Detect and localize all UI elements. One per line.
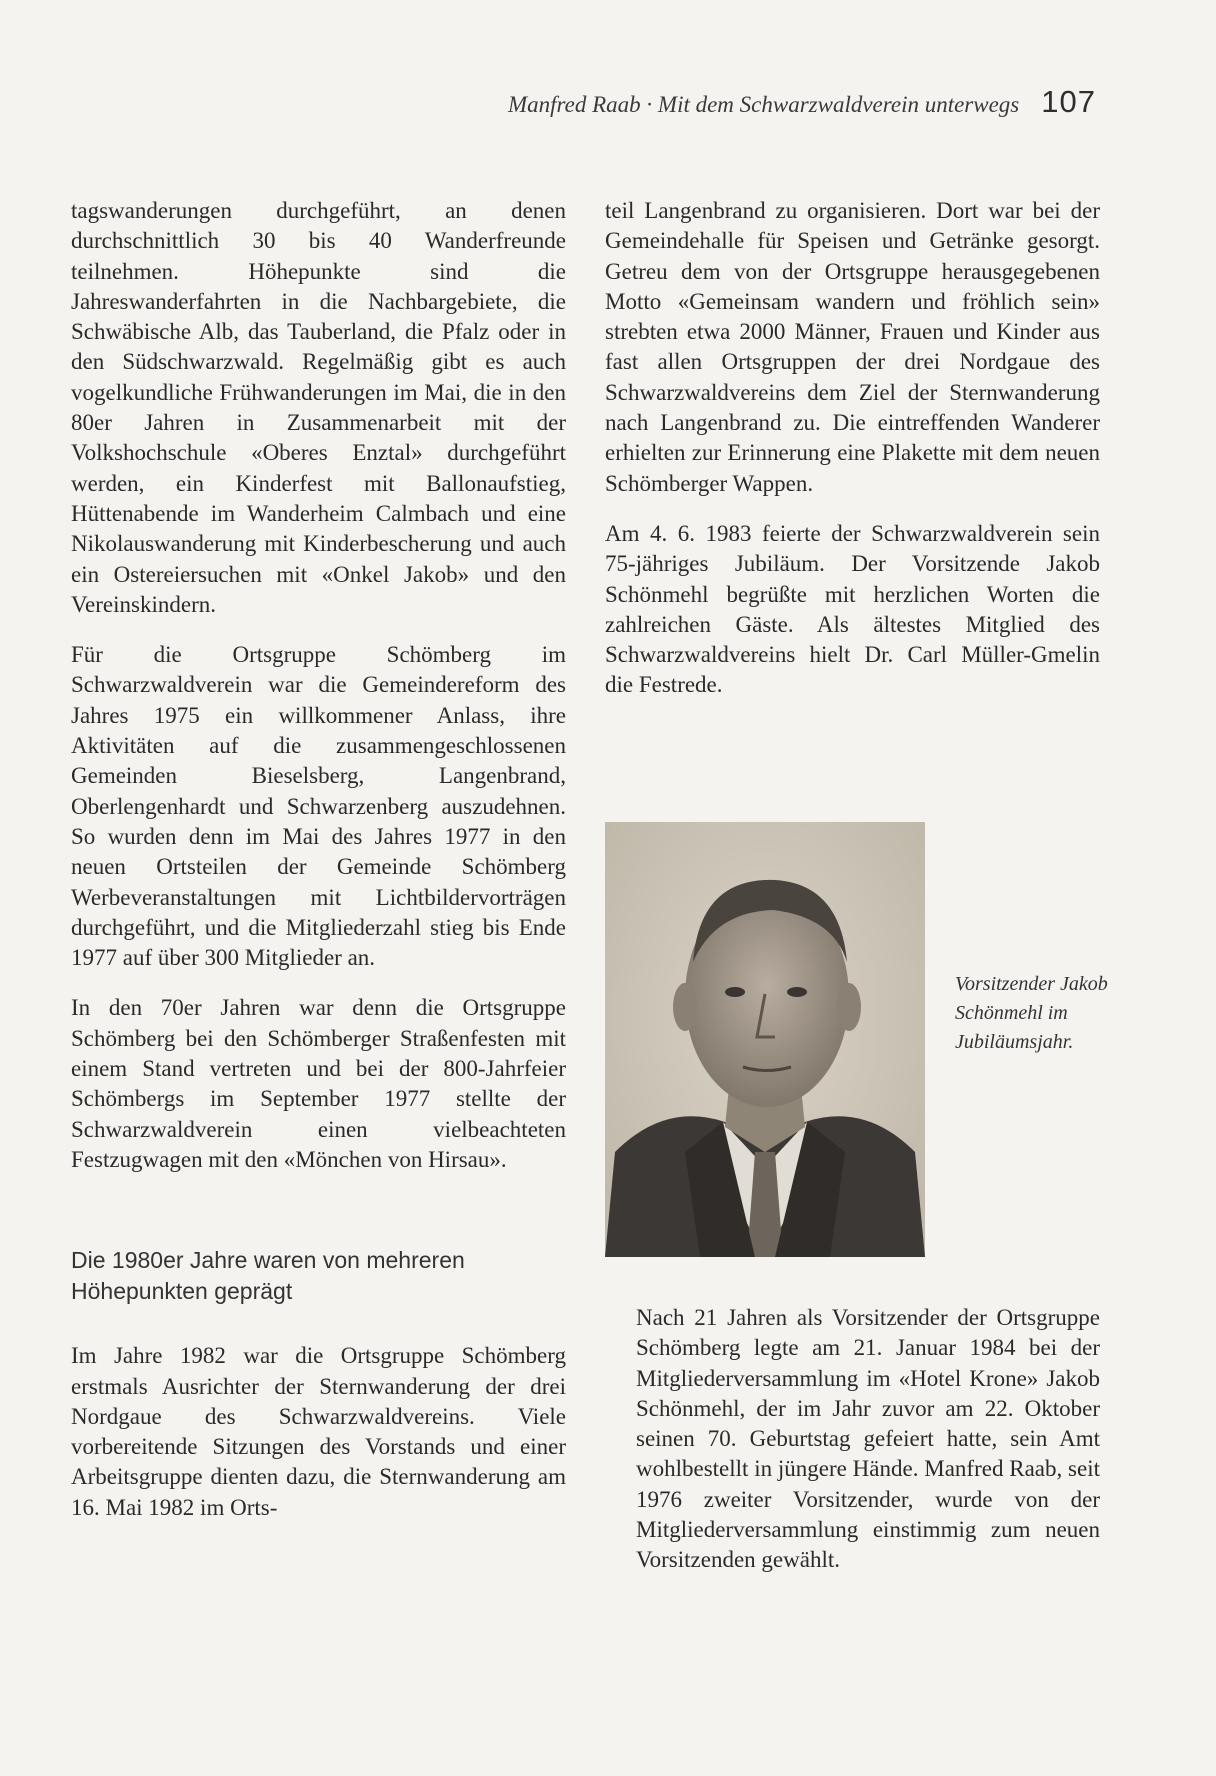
left-column xyxy=(71,196,566,1543)
paragraph: Am 4. 6. 1983 feierte der Schwarzwaldverein sein 75-jähriges Jubiläum. Der Vorsitzende Jakob Schönmehl begrüßte mit herzlichen Worten die zahlreichen Gäste. Als ältestes Mitglied des Schwarzwaldvereins hielt Dr. Carl Müller-Gmelin die Festrede. xyxy=(605,520,1100,698)
running-header xyxy=(508,84,1096,120)
paragraph: Im Jahre 1982 war die Ortsgruppe Schömberg erstmals Ausrichter der Sternwanderung der drei Nordgaue des Schwarzwaldvereins. Viele vorbereitende Sitzungen des Vorstands und einer Arbeitsgruppe dienten dazu, die Sternwanderung am 16. Mai 1982 im Orts- xyxy=(71,1343,566,1520)
paragraph: In den 70er Jahren war denn die Ortsgruppe Schömberg bei den Schömberger Straßenfesten mit einem Stand vertreten und bei der 800-Jahrfeier Schömbergs im September 1977 stellte der Schwarzwaldverein einen vielbeachteten Festzugwagen mit den «Mönchen von Hirsau». xyxy=(71,995,566,1172)
portrait-photo xyxy=(605,822,925,1257)
paragraph: teil Langenbrand zu organisieren. Dort war bei der Gemeindehalle für Speisen und Getränke gesorgt. Getreu dem von der Ortsgruppe herausgegebenen Motto «Gemeinsam wandern und fröhlich sein» strebten etwa 2000 Männer, Frauen und Kinder aus fast allen Ortsgruppen der drei Nordgaue des Schwarzwaldvereins dem Ziel der Sternwanderung nach Langenbrand zu. Die eintreffenden Wanderer erhielten zur Erinnerung eine Plakette mit dem neuen Schömberger Wappen. xyxy=(605,198,1100,496)
paragraph: Nach 21 Jahren als Vorsitzender der Ortsgruppe Schömberg legte am 21. Januar 1984 bei der Mitgliederversammlung im «Hotel Krone» Jakob Schönmehl, der im Jahr zuvor am 22. Oktober seinen 70. Geburtstag gefeiert hatte, sein Amt wohlbestellt in jüngere Hände. Manfred Raab, seit 1976 zweiter Vorsitzender, wurde von der Mitgliederversammlung einstimmig zum neuen Vorsitzenden gewählt. xyxy=(636,1305,1100,1573)
right-column xyxy=(605,196,1100,721)
page-number: 107 xyxy=(1041,84,1096,119)
paragraph: Für die Ortsgruppe Schömberg im Schwarzwaldverein war die Gemeindereform des Jahres 1975 ein willkommener Anlass, ihre Aktivitäten auf die zusammengeschlossenen Gemeinden Bieselsberg, Langenbrand, Oberlengenhardt und Schwarzenberg auszudehnen. So wurden denn im Mai des Jahres 1977 in den neuen Ortsteilen der Gemeinde Schömberg Werbeveranstaltungen mit Lichtbildervorträgen durchgeführt, und die Mitgliederzahl stieg bis Ende 1977 auf über 300 Mitglieder an. xyxy=(71,642,566,971)
right-column-bottom xyxy=(636,1303,1100,1596)
section-heading: Die 1980er Jahre waren von mehreren Höhepunkten geprägt xyxy=(71,1247,465,1305)
portrait-illustration xyxy=(605,822,925,1257)
paragraph: tagswanderungen durchgeführt, an denen durchschnittlich 30 bis 40 Wanderfreunde teilnehmen. Höhepunkte sind die Jahreswanderfahrten in die Nachbargebiete, die Schwäbische Alb, das Tauberland, die Pfalz oder in den Südschwarzwald. Regelmäßig gibt es auch vogelkundliche Frühwanderungen im Mai, die in den 80er Jahren in Zusammenarbeit mit der Volkshochschule «Oberes Enztal» durchgeführt werden, ein Kinderfest mit Ballonaufstieg, Hüttenabende im Wanderheim Calmbach und eine Nikolauswanderung mit Kinderbescherung und auch ein Ostereiersuchen mit «Onkel Jakob» und den Vereinskindern. xyxy=(71,198,566,617)
running-title: Manfred Raab · Mit dem Schwarzwaldverein unterwegs xyxy=(508,92,1020,117)
photo-caption: Vorsitzender Jakob Schönmehl im Jubiläumsjahr. xyxy=(955,973,1108,1053)
